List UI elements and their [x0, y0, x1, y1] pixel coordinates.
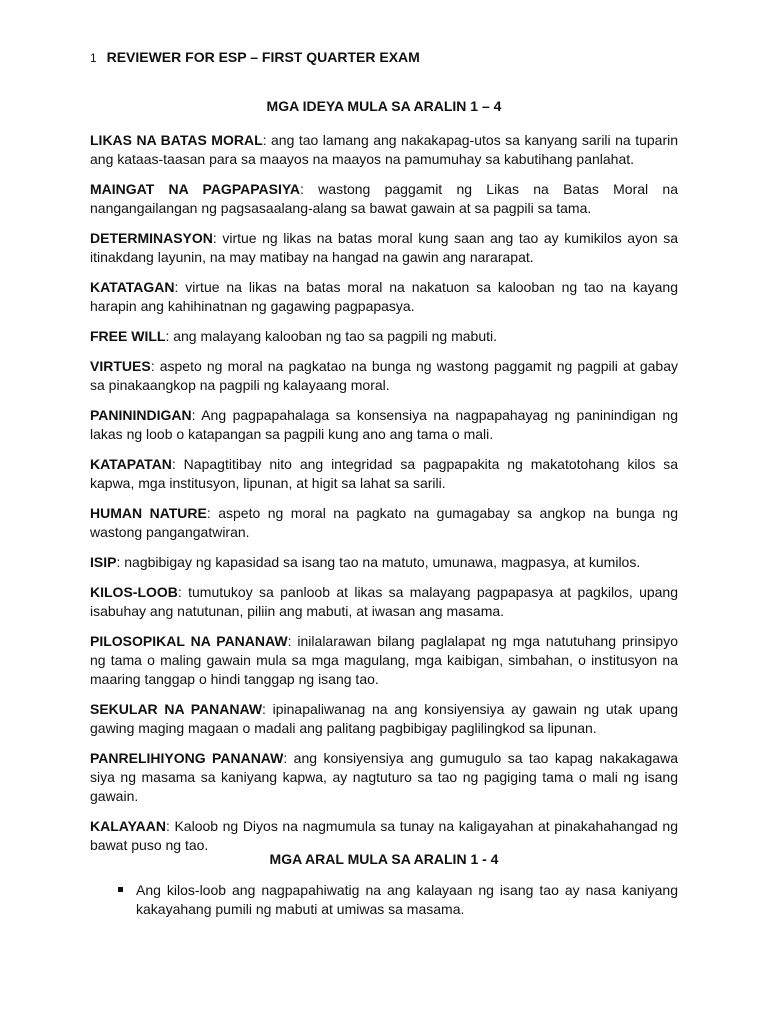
definition-text: : ang malayang kalooban ng tao sa pagpili ng mabuti. — [165, 328, 498, 344]
definition-entry — [90, 357, 678, 395]
definition-entry — [90, 553, 678, 572]
definition-text: : Napagtitibay nito ang integridad sa pagpapakita ng makatotohang kilos sa kapwa, mga institusyon, lipunan, at higit sa lahat sa sarili. — [90, 456, 678, 491]
definition-text: : wastong paggamit ng Likas na Batas Moral na nangangailangan ng pagsasaalang-alang sa bawat gawain at sa pagpili sa tama. — [90, 181, 678, 216]
definition-term: PILOSOPIKAL NA PANANAW — [90, 633, 288, 649]
definition-term: MAINGAT NA PAGPAPASIYA — [90, 181, 301, 197]
definition-entry — [90, 278, 678, 316]
definition-text: : aspeto ng moral na pagkato na gumagabay sa angkop na bunga ng wastong pangangatwiran. — [90, 505, 678, 540]
page-number: 1 — [90, 51, 97, 65]
ideas-section-heading: MGA IDEYA MULA SA ARALIN 1 – 4 — [266, 98, 502, 114]
definitions-list — [90, 131, 678, 866]
definition-text: : virtue na likas na batas moral na nakatuon sa kalooban ng tao na kayang harapin ang kahihinatnan ng gagawing pagpapasya. — [90, 279, 678, 314]
definition-term: FREE WILL — [90, 328, 166, 344]
definition-text: : virtue ng likas na batas moral kung saan ang tao ay kumikilos ayon sa itinakdang layunin, na may matibay na hangad na gawin ang nararapat. — [90, 230, 678, 265]
definition-entry — [90, 632, 678, 689]
lesson-item — [90, 881, 678, 919]
lessons-list — [90, 881, 678, 919]
definition-entry — [90, 229, 678, 267]
definition-term: KILOS-LOOB — [90, 584, 178, 600]
definition-term: PANRELIHIYONG PANANAW — [90, 750, 284, 766]
definition-text: : Kaloob ng Diyos na nagmumula sa tunay na kaligayahan at pinakahahangad ng bawat puso ng tao. — [90, 818, 678, 853]
definition-entry — [90, 700, 678, 738]
definition-term: KATAPATAN — [90, 456, 172, 472]
square-bullet-icon — [118, 887, 123, 892]
definition-text: : ang konsiyensiya ang gumugulo sa tao kapag nakakagawa siya ng masama sa kaniyang kapwa, ay nagtuturo sa tao ng pagiging tama o mali ng isang gawain. — [90, 750, 678, 804]
lessons-section-heading: MGA ARAL MULA SA ARALIN 1 - 4 — [269, 851, 499, 867]
definition-text: : inilalarawan bilang paglalapat ng mga natutuhang prinsipyo ng tama o maling gawain mula sa mga magulang, mga kaibigan, simbahan, o institusyon na maaring tanggap o hindi tanggap ng isang tao. — [90, 633, 678, 687]
definition-term: KALAYAAN — [90, 818, 166, 834]
definition-text: : ipinapaliwanag na ang konsiyensiya ay gawain ng utak upang gawing maging magaan o madali ang palitang pagbibigay paglilingkod sa lipunan. — [90, 701, 678, 736]
definition-entry — [90, 504, 678, 542]
definition-term: HUMAN NATURE — [90, 505, 207, 521]
definition-text: : aspeto ng moral na pagkatao na bunga ng wastong paggamit ng pagpili at gabay sa pinakaangkop na pagpili ng kalayaang moral. — [90, 358, 678, 393]
definition-entry — [90, 583, 678, 621]
definition-term: ISIP — [90, 554, 117, 570]
definition-text: : Ang pagpapahalaga sa konsensiya na nagpapahayag ng paninindigan ng lakas ng loob o katapangan sa pagpili kung ano ang tama o mali. — [90, 407, 678, 442]
definition-entry — [90, 327, 678, 346]
definition-text: : nagbibigay ng kapasidad sa isang tao na matuto, umunawa, magpasya, at kumilos. — [116, 554, 641, 570]
definition-term: VIRTUES — [90, 358, 151, 374]
definition-term: DETERMINASYON — [90, 230, 213, 246]
definition-entry — [90, 131, 678, 169]
definition-entry — [90, 180, 678, 218]
definition-term: LIKAS NA BATAS MORAL — [90, 132, 263, 148]
definition-entry — [90, 406, 678, 444]
definition-text: : tumutukoy sa panloob at likas sa malayang pagpapasya at pagkilos, upang isabuhay ang natutunan, piliin ang mabuti, at iwasan ang masama. — [90, 584, 678, 619]
definition-entry — [90, 455, 678, 493]
definition-term: SEKULAR NA PANANAW — [90, 701, 263, 717]
definition-text: : ang tao lamang ang nakakapag-utos sa kanyang sarili na tuparin ang kataas-taasan para sa maayos na maayos na pamumuhay sa kabutihang panlahat. — [90, 132, 678, 167]
document-title: REVIEWER FOR ESP – FIRST QUARTER EXAM — [106, 49, 420, 65]
definition-entry — [90, 749, 678, 806]
lesson-text: Ang kilos-loob ang nagpapahiwatig na ang kalayaan ng isang tao ay nasa kaniyang kakayahang pumili ng mabuti at umiwas sa masama. — [136, 882, 678, 917]
definition-term: PANININDIGAN — [90, 407, 192, 423]
definition-term: KATATAGAN — [90, 279, 175, 295]
document-header — [90, 47, 420, 68]
